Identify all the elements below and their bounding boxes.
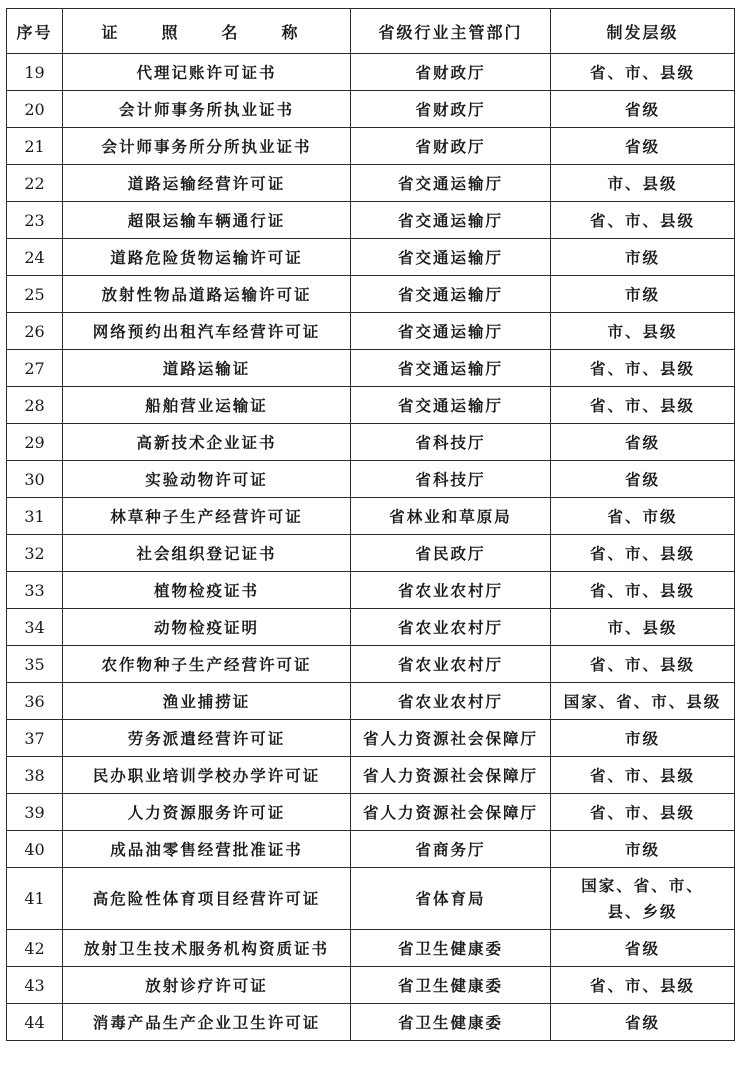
row-issuing-level: 省、市、县级: [551, 967, 735, 1004]
table-row: [7, 350, 735, 387]
table-row: [7, 313, 735, 350]
row-provincial-department: 省科技厅: [351, 424, 551, 461]
table-row: [7, 239, 735, 276]
row-serial-number: 38: [7, 757, 63, 794]
row-serial-number: 32: [7, 535, 63, 572]
table-row: [7, 720, 735, 757]
row-certificate-name: 代理记账许可证书: [63, 54, 351, 91]
row-issuing-level: 省、市、县级: [551, 572, 735, 609]
row-provincial-department: 省交通运输厅: [351, 313, 551, 350]
table-row: [7, 831, 735, 868]
row-certificate-name: 劳务派遣经营许可证: [63, 720, 351, 757]
row-certificate-name: 道路运输证: [63, 350, 351, 387]
row-serial-number: 21: [7, 128, 63, 165]
row-issuing-level: 省级: [551, 128, 735, 165]
table-row: [7, 930, 735, 967]
row-serial-number: 27: [7, 350, 63, 387]
table-row: [7, 535, 735, 572]
row-certificate-name: 实验动物许可证: [63, 461, 351, 498]
row-issuing-level: 省、市级: [551, 498, 735, 535]
table-row: [7, 54, 735, 91]
table-body: [7, 54, 735, 1041]
row-provincial-department: 省体育局: [351, 868, 551, 930]
row-provincial-department: 省卫生健康委: [351, 1004, 551, 1041]
row-provincial-department: 省交通运输厅: [351, 239, 551, 276]
row-certificate-name: 会计师事务所执业证书: [63, 91, 351, 128]
table-row: [7, 967, 735, 1004]
row-serial-number: 43: [7, 967, 63, 1004]
row-provincial-department: 省人力资源社会保障厅: [351, 794, 551, 831]
row-serial-number: 44: [7, 1004, 63, 1041]
row-serial-number: 31: [7, 498, 63, 535]
row-issuing-level: 省、市、县级: [551, 350, 735, 387]
table-row: [7, 757, 735, 794]
row-certificate-name: 网络预约出租汽车经营许可证: [63, 313, 351, 350]
row-serial-number: 36: [7, 683, 63, 720]
row-issuing-level: 省、市、县级: [551, 646, 735, 683]
row-issuing-level: 省、市、县级: [551, 387, 735, 424]
row-serial-number: 42: [7, 930, 63, 967]
row-certificate-name: 道路危险货物运输许可证: [63, 239, 351, 276]
row-issuing-level: 省级: [551, 424, 735, 461]
table-row: [7, 683, 735, 720]
table-row: [7, 202, 735, 239]
row-serial-number: 26: [7, 313, 63, 350]
row-certificate-name: 农作物种子生产经营许可证: [63, 646, 351, 683]
row-certificate-name: 放射性物品道路运输许可证: [63, 276, 351, 313]
row-certificate-name: 道路运输经营许可证: [63, 165, 351, 202]
row-provincial-department: 省卫生健康委: [351, 967, 551, 1004]
header-certificate-name: 证 照 名 称: [63, 9, 351, 54]
row-certificate-name: 放射卫生技术服务机构资质证书: [63, 930, 351, 967]
row-issuing-level: 市、县级: [551, 165, 735, 202]
row-serial-number: 35: [7, 646, 63, 683]
row-provincial-department: 省财政厅: [351, 91, 551, 128]
row-certificate-name: 林草种子生产经营许可证: [63, 498, 351, 535]
row-serial-number: 22: [7, 165, 63, 202]
table-row: [7, 387, 735, 424]
row-serial-number: 28: [7, 387, 63, 424]
row-issuing-level: 省级: [551, 930, 735, 967]
table-row: [7, 646, 735, 683]
row-issuing-level: 省、市、县级: [551, 535, 735, 572]
row-provincial-department: 省交通运输厅: [351, 202, 551, 239]
row-issuing-level: 市、县级: [551, 609, 735, 646]
row-serial-number: 23: [7, 202, 63, 239]
row-provincial-department: 省科技厅: [351, 461, 551, 498]
row-certificate-name: 植物检疫证书: [63, 572, 351, 609]
table-row: [7, 276, 735, 313]
row-provincial-department: 省民政厅: [351, 535, 551, 572]
table-row: [7, 165, 735, 202]
row-issuing-level: 市级: [551, 239, 735, 276]
row-serial-number: 24: [7, 239, 63, 276]
row-certificate-name: 动物检疫证明: [63, 609, 351, 646]
row-issuing-level: 省级: [551, 461, 735, 498]
row-certificate-name: 会计师事务所分所执业证书: [63, 128, 351, 165]
row-serial-number: 40: [7, 831, 63, 868]
certificate-table: [6, 8, 735, 1041]
row-issuing-level: 市级: [551, 720, 735, 757]
table-row: [7, 572, 735, 609]
row-provincial-department: 省人力资源社会保障厅: [351, 720, 551, 757]
row-provincial-department: 省卫生健康委: [351, 930, 551, 967]
row-issuing-level: 省、市、县级: [551, 54, 735, 91]
row-provincial-department: 省林业和草原局: [351, 498, 551, 535]
row-issuing-level: 省、市、县级: [551, 794, 735, 831]
row-certificate-name: 人力资源服务许可证: [63, 794, 351, 831]
row-certificate-name: 船舶营业运输证: [63, 387, 351, 424]
row-provincial-department: 省交通运输厅: [351, 350, 551, 387]
row-certificate-name: 社会组织登记证书: [63, 535, 351, 572]
table-row: [7, 128, 735, 165]
row-provincial-department: 省财政厅: [351, 128, 551, 165]
row-certificate-name: 民办职业培训学校办学许可证: [63, 757, 351, 794]
row-provincial-department: 省交通运输厅: [351, 387, 551, 424]
table-row: [7, 868, 735, 930]
header-provincial-department: 省级行业主管部门: [351, 9, 551, 54]
header-serial-number: 序号: [7, 9, 63, 54]
row-serial-number: 20: [7, 91, 63, 128]
row-issuing-level: 省级: [551, 1004, 735, 1041]
certificate-table-container: [6, 8, 734, 1041]
header-row: [7, 9, 735, 54]
row-issuing-level: 国家、省、市、 县、乡级: [551, 868, 735, 930]
row-serial-number: 29: [7, 424, 63, 461]
row-certificate-name: 放射诊疗许可证: [63, 967, 351, 1004]
table-row: [7, 794, 735, 831]
row-serial-number: 37: [7, 720, 63, 757]
row-certificate-name: 高危险性体育项目经营许可证: [63, 868, 351, 930]
row-issuing-level: 市级: [551, 276, 735, 313]
table-row: [7, 461, 735, 498]
row-issuing-level: 省、市、县级: [551, 202, 735, 239]
row-issuing-level: 省、市、县级: [551, 757, 735, 794]
row-serial-number: 34: [7, 609, 63, 646]
row-provincial-department: 省农业农村厅: [351, 646, 551, 683]
table-header: [7, 9, 735, 54]
row-provincial-department: 省财政厅: [351, 54, 551, 91]
row-serial-number: 30: [7, 461, 63, 498]
table-row: [7, 424, 735, 461]
row-serial-number: 33: [7, 572, 63, 609]
table-row: [7, 91, 735, 128]
row-serial-number: 25: [7, 276, 63, 313]
row-certificate-name: 成品油零售经营批准证书: [63, 831, 351, 868]
row-issuing-level: 市级: [551, 831, 735, 868]
row-certificate-name: 消毒产品生产企业卫生许可证: [63, 1004, 351, 1041]
row-provincial-department: 省交通运输厅: [351, 165, 551, 202]
row-provincial-department: 省农业农村厅: [351, 572, 551, 609]
row-issuing-level: 市、县级: [551, 313, 735, 350]
row-certificate-name: 渔业捕捞证: [63, 683, 351, 720]
table-row: [7, 609, 735, 646]
row-provincial-department: 省农业农村厅: [351, 609, 551, 646]
row-provincial-department: 省商务厅: [351, 831, 551, 868]
row-serial-number: 19: [7, 54, 63, 91]
row-serial-number: 39: [7, 794, 63, 831]
table-row: [7, 498, 735, 535]
row-provincial-department: 省农业农村厅: [351, 683, 551, 720]
row-issuing-level: 国家、省、市、县级: [551, 683, 735, 720]
row-certificate-name: 高新技术企业证书: [63, 424, 351, 461]
row-provincial-department: 省人力资源社会保障厅: [351, 757, 551, 794]
row-issuing-level: 省级: [551, 91, 735, 128]
header-issuing-level: 制发层级: [551, 9, 735, 54]
row-provincial-department: 省交通运输厅: [351, 276, 551, 313]
row-serial-number: 41: [7, 868, 63, 930]
table-row: [7, 1004, 735, 1041]
row-certificate-name: 超限运输车辆通行证: [63, 202, 351, 239]
